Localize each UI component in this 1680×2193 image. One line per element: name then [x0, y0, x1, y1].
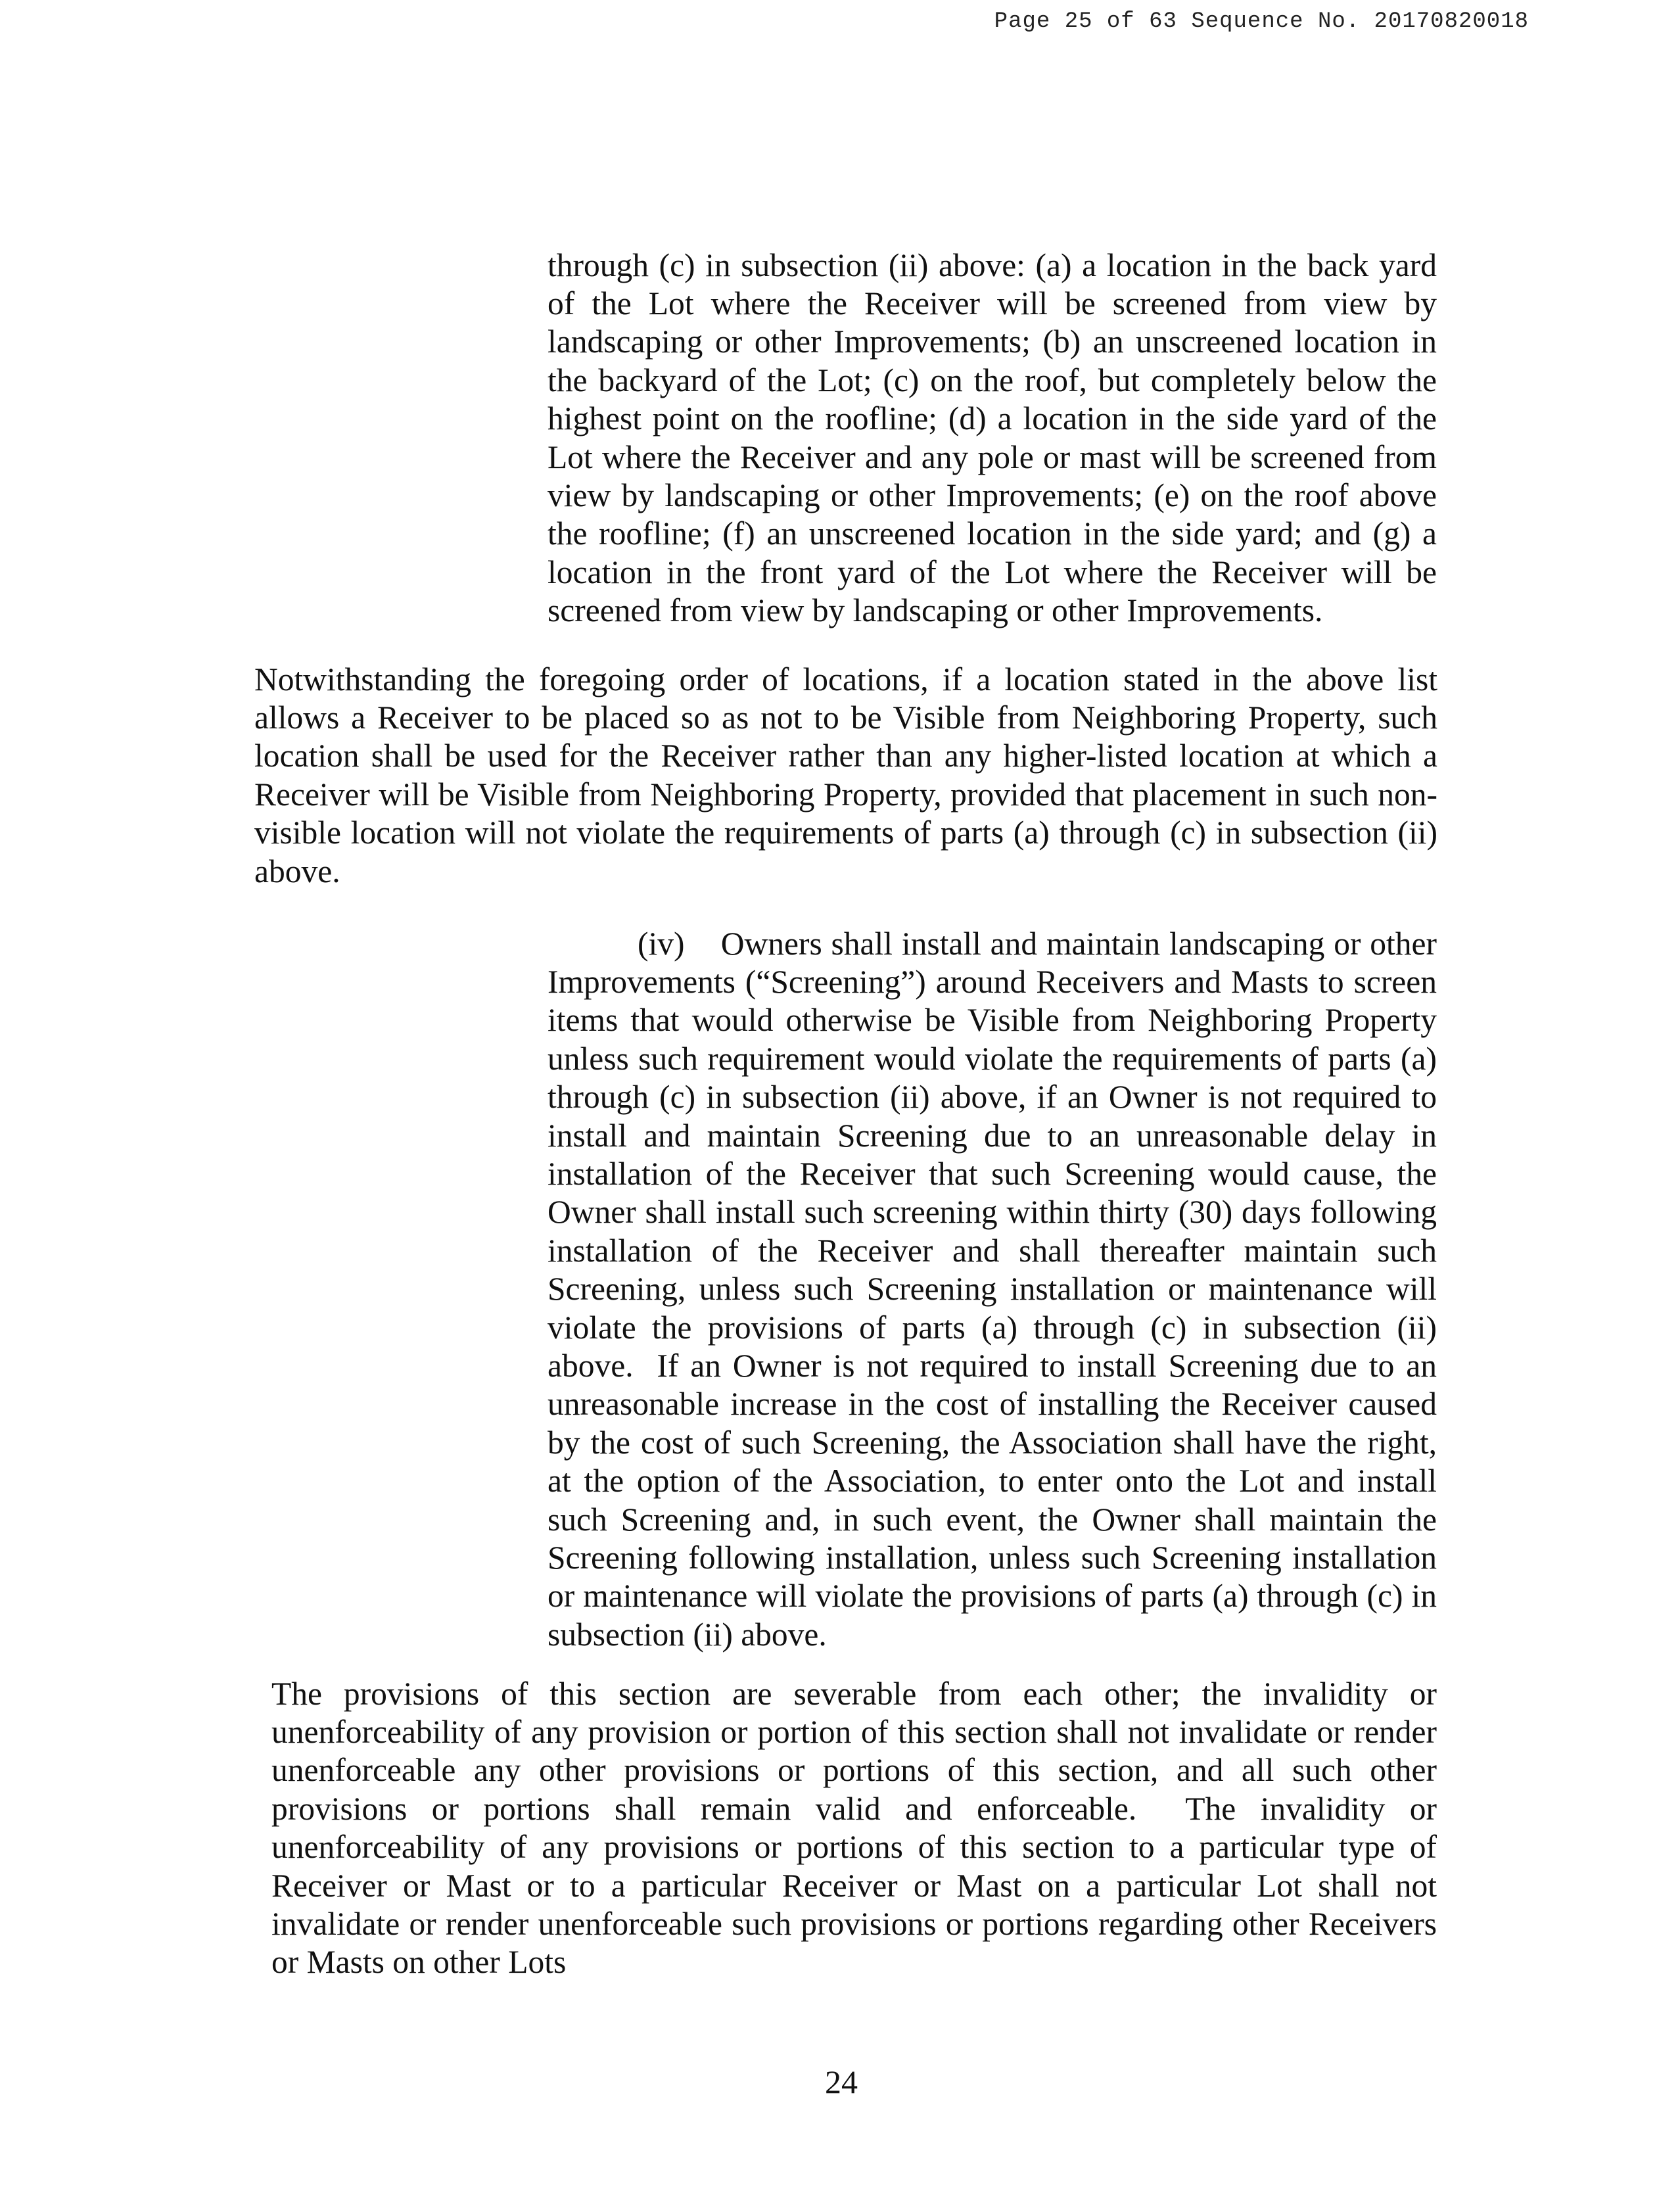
paragraph-severability: The provisions of this section are severable from each other; the invalidity or unenforceability of any provision or portion of this section shall not invalidate or render unenforceable any other provisions or portions of this section, and all such other provisions or portions shall remain valid and enforceable. The invalidity or unenforceability of any provisions or portions of this section to a particular type of Receiver or Mast or to a particular Receiver or Mast on a particular Lot shall not invalidate or render unenforceable such provisions or portions regarding other Receivers or Masts on other Lots	[271, 1675, 1437, 1981]
paragraph-receiver-locations: through (c) in subsection (ii) above: (a) a location in the back yard of the Lot where the Receiver will be screened from view by landscaping or other Improvements; (b) an unscreened location in the backyard of the Lot; (c) on the roof, but completely below the highest point on the roofline; (d) a location in the side yard of the Lot where the Receiver and any pole or mast will be screened from view by landscaping or other Improvements; (e) on the roof above the roofline; (f) an unscreened location in the side yard; and (g) a location in the front yard of the Lot where the Receiver will be screened from view by landscaping or other Improvements.	[548, 247, 1437, 629]
paragraph-non-visible-location: Notwithstanding the foregoing order of locations, if a location stated in the above list allows a Receiver to be placed so as not to be Visible from Neighboring Property, such location shall be used for the Receiver rather than any higher-listed location at which a Receiver will be Visible from Neighboring Property, provided that placement in such non-visible location will not violate the requirements of parts (a) through (c) in subsection (ii) above.	[254, 661, 1437, 889]
page-number: 24	[825, 2063, 858, 2100]
paragraph-screening-iv: (iv) Owners shall install and maintain landscaping or other Improvements (“Screening”) around Receivers and Masts to screen items that would otherwise be Visible from Neighboring Property unless such requirement would violate the requirements of parts (a) through (c) in subsection (ii) above, if an Owner is not required to install and maintain Screening due to an unreasonable delay in installation of the Receiver that such Screening would cause, the Owner shall install such screening within thirty (30) days following installation of the Receiver and shall thereafter maintain such Screening, unless such Screening installation or maintenance will violate the provisions of parts (a) through (c) in subsection (ii) above. If an Owner is not required to install Screening due to an unreasonable increase in the cost of installing the Receiver caused by the cost of such Screening, the Association shall have the right, at the option of the Association, to enter onto the Lot and install such Screening and, in such event, the Owner shall maintain the Screening following installation, unless such Screening installation or maintenance will violate the provisions of parts (a) through (c) in subsection (ii) above.	[548, 925, 1437, 1653]
page-header-stamp: Page 25 of 63 Sequence No. 20170820018	[994, 9, 1529, 34]
